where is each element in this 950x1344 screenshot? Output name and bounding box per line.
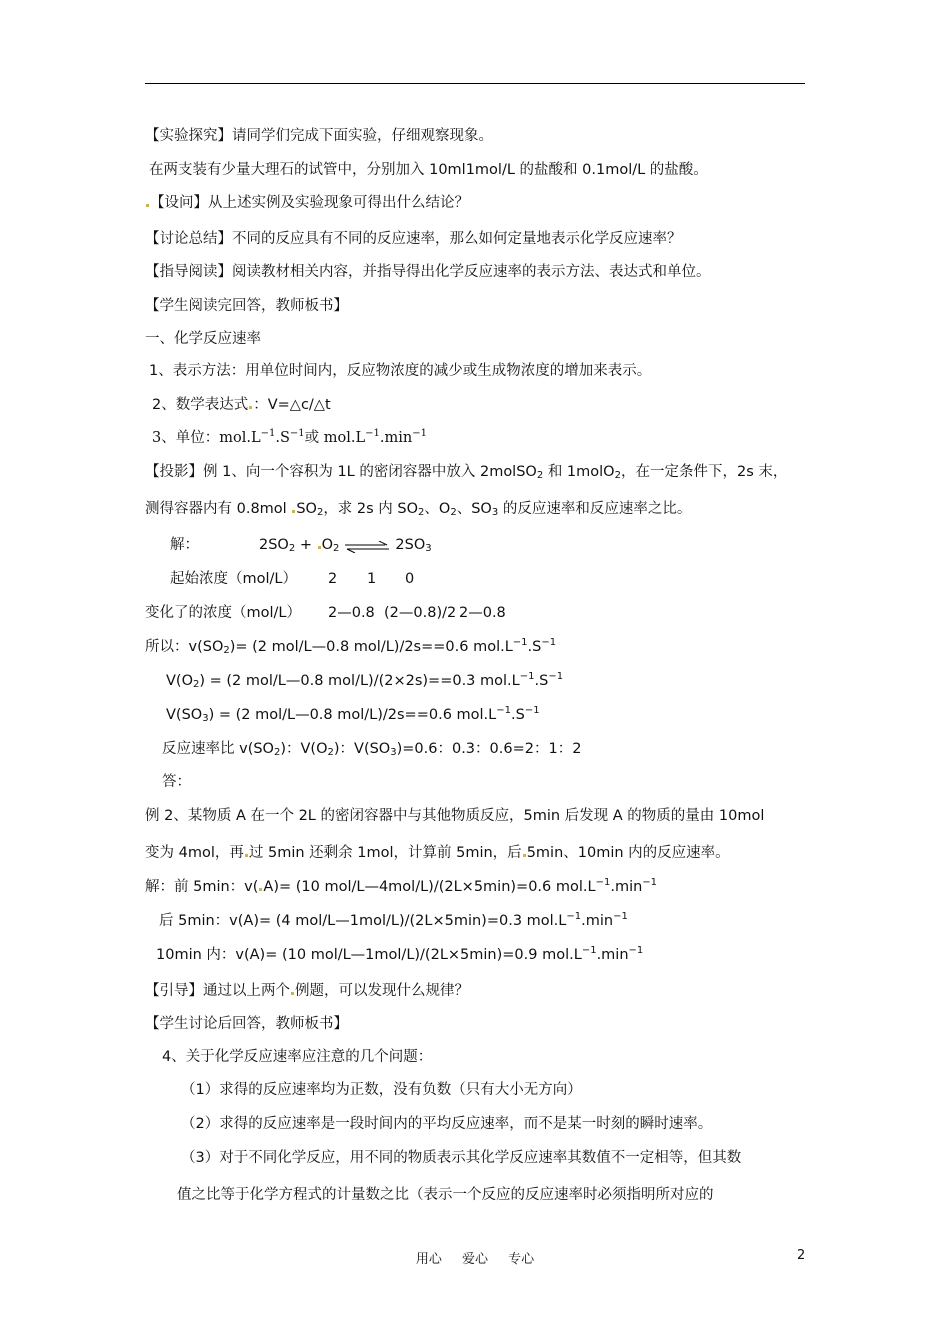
text-line: 【实验探究】请同学们完成下面实验，仔细观察现象。 [145,128,493,144]
text-line: 反应速率比 $v(SO_2)$：$V(O_2)$：$V(SO_3)=0.6$：0.3：0.6=2：1：2 [162,741,582,758]
text-line: 后 5min：v(A)= (4 mol/L—1mol/L)/(2L×5min)=0.3 $mol.L^{-1}.\min^{-1}$ [159,911,628,929]
text-line: 起始浓度（mol/L） 2 1 0 [170,571,415,587]
text-line: 答： [162,774,191,790]
footer-text: 用心 [415,1252,442,1267]
text-line: 解：前 5min：v( A)= (10 mol/L—4mol/L)/(2L×5min)=0.6 $mol.L^{-1}.\min^{-1}$ [145,877,658,895]
text-line: 值之比等于化学方程式的计量数之比（表示一个反应的反应速率时必须指明所对应的 [177,1187,714,1203]
text-line: 【投影】例 1、向一个容积为 1L 的密闭容器中放入 2molSO$_2$ 和 1molO$_2$，在一定条件下，2s 末， [145,464,788,481]
header-rule [145,83,805,84]
equilibrium-arrow-icon [345,539,389,551]
text-line: 1、表示方法：用单位时间内，反应物浓度的减少或生成物浓度的增加来表示。 [149,363,652,379]
text-line: 【指导阅读】阅读教材相关内容，并指导得出化学反应速率的表示方法、表达式和单位。 [145,264,711,280]
text-line: （2）求得的反应速率是一段时间内的平均反应速率，而不是某一时刻的瞬时速率。 [181,1116,713,1132]
footer-text: 爱心 [461,1252,488,1267]
text-line: （1）求得的反应速率均为正数，没有负数（只有大小无方向） [181,1082,582,1098]
text-line: 【设问】从上述实例及实验现象可得出什么结论？ [145,193,469,213]
text-line: 【讨论总结】不同的反应具有不同的反应速率，那么如何定量地表示化学反应速率？ [145,231,682,247]
page-number: 2 [797,1248,806,1263]
text-line: 测得容器内有 0.8mol $SO_2$，求 2s 内 $SO_2$、$O_2$、$SO_3$ 的反应速率和反应速率之比。 [145,501,692,518]
text-line: （3）对于不同化学反应，用不同的物质表示其化学反应速率其数值不一定相等，但其数 [181,1150,742,1166]
text-line: 所以：$v(SO_2)= (2$ mol/L—0.8 mol/L)/2s==0.6 $mol.L^{-1}.S^{-1}$ [145,637,557,656]
text-line: 10min 内：v(A)= (10 mol/L—1mol/L)/(2L×5min)=0.9 $mol.L^{-1}.\min^{-1}$ [156,945,644,963]
text-line: 变为 4mol，再 过 5min 还剩余 1mol，计算前 5min，后 5min、10min 内的反应速率。 [145,845,730,861]
text-line: $V(SO_3) = (2$ mol/L—0.8 mol/L)/2s==0.6 $mol.L^{-1}.S^{-1}$ [166,705,540,724]
text-line: 例 2、某物质 A 在一个 2L 的密闭容器中与其他物质反应，5min 后发现 A 的物质的量由 10mol [145,808,765,824]
text-line: 4、关于化学反应速率应注意的几个问题： [162,1049,433,1065]
mark-dot [146,204,149,207]
text-line: 【学生讨论后回答，教师板书】 [145,1016,348,1032]
text-line: 变化了的浓度（mol/L） 2—0.8 (2—0.8)/2 2—0.8 [145,605,506,621]
equation-line: 解： $2SO_2 + O_2$ $2SO_3$ [170,537,432,554]
text-line: $V(O_2) = (2$ mol/L—0.8 mol/L)/(2×2s)==0.3 $mol.L^{-1}.S^{-1}$ [166,671,564,690]
text-line: 【引导】通过以上两个 例题，可以发现什么规律？ [145,983,469,999]
text-line: 【学生阅读完回答，教师板书】 [145,298,348,314]
text-line: 2、数学表达式 ：V=△c/△t [152,397,331,413]
text-line: 3、单位：$mol.L^{-1}.S^{-1}$或 $mol.L^{-1}.\min^{-1}$ [152,428,427,446]
text-line: 在两支装有少量大理石的试管中，分别加入 10ml1mol/L 的盐酸和 0.1mol/L 的盐酸。 [149,162,708,178]
footer-text: 专心 [508,1252,535,1267]
section-heading: 一、化学反应速率 [145,331,261,347]
page-footer [0,1248,950,1267]
